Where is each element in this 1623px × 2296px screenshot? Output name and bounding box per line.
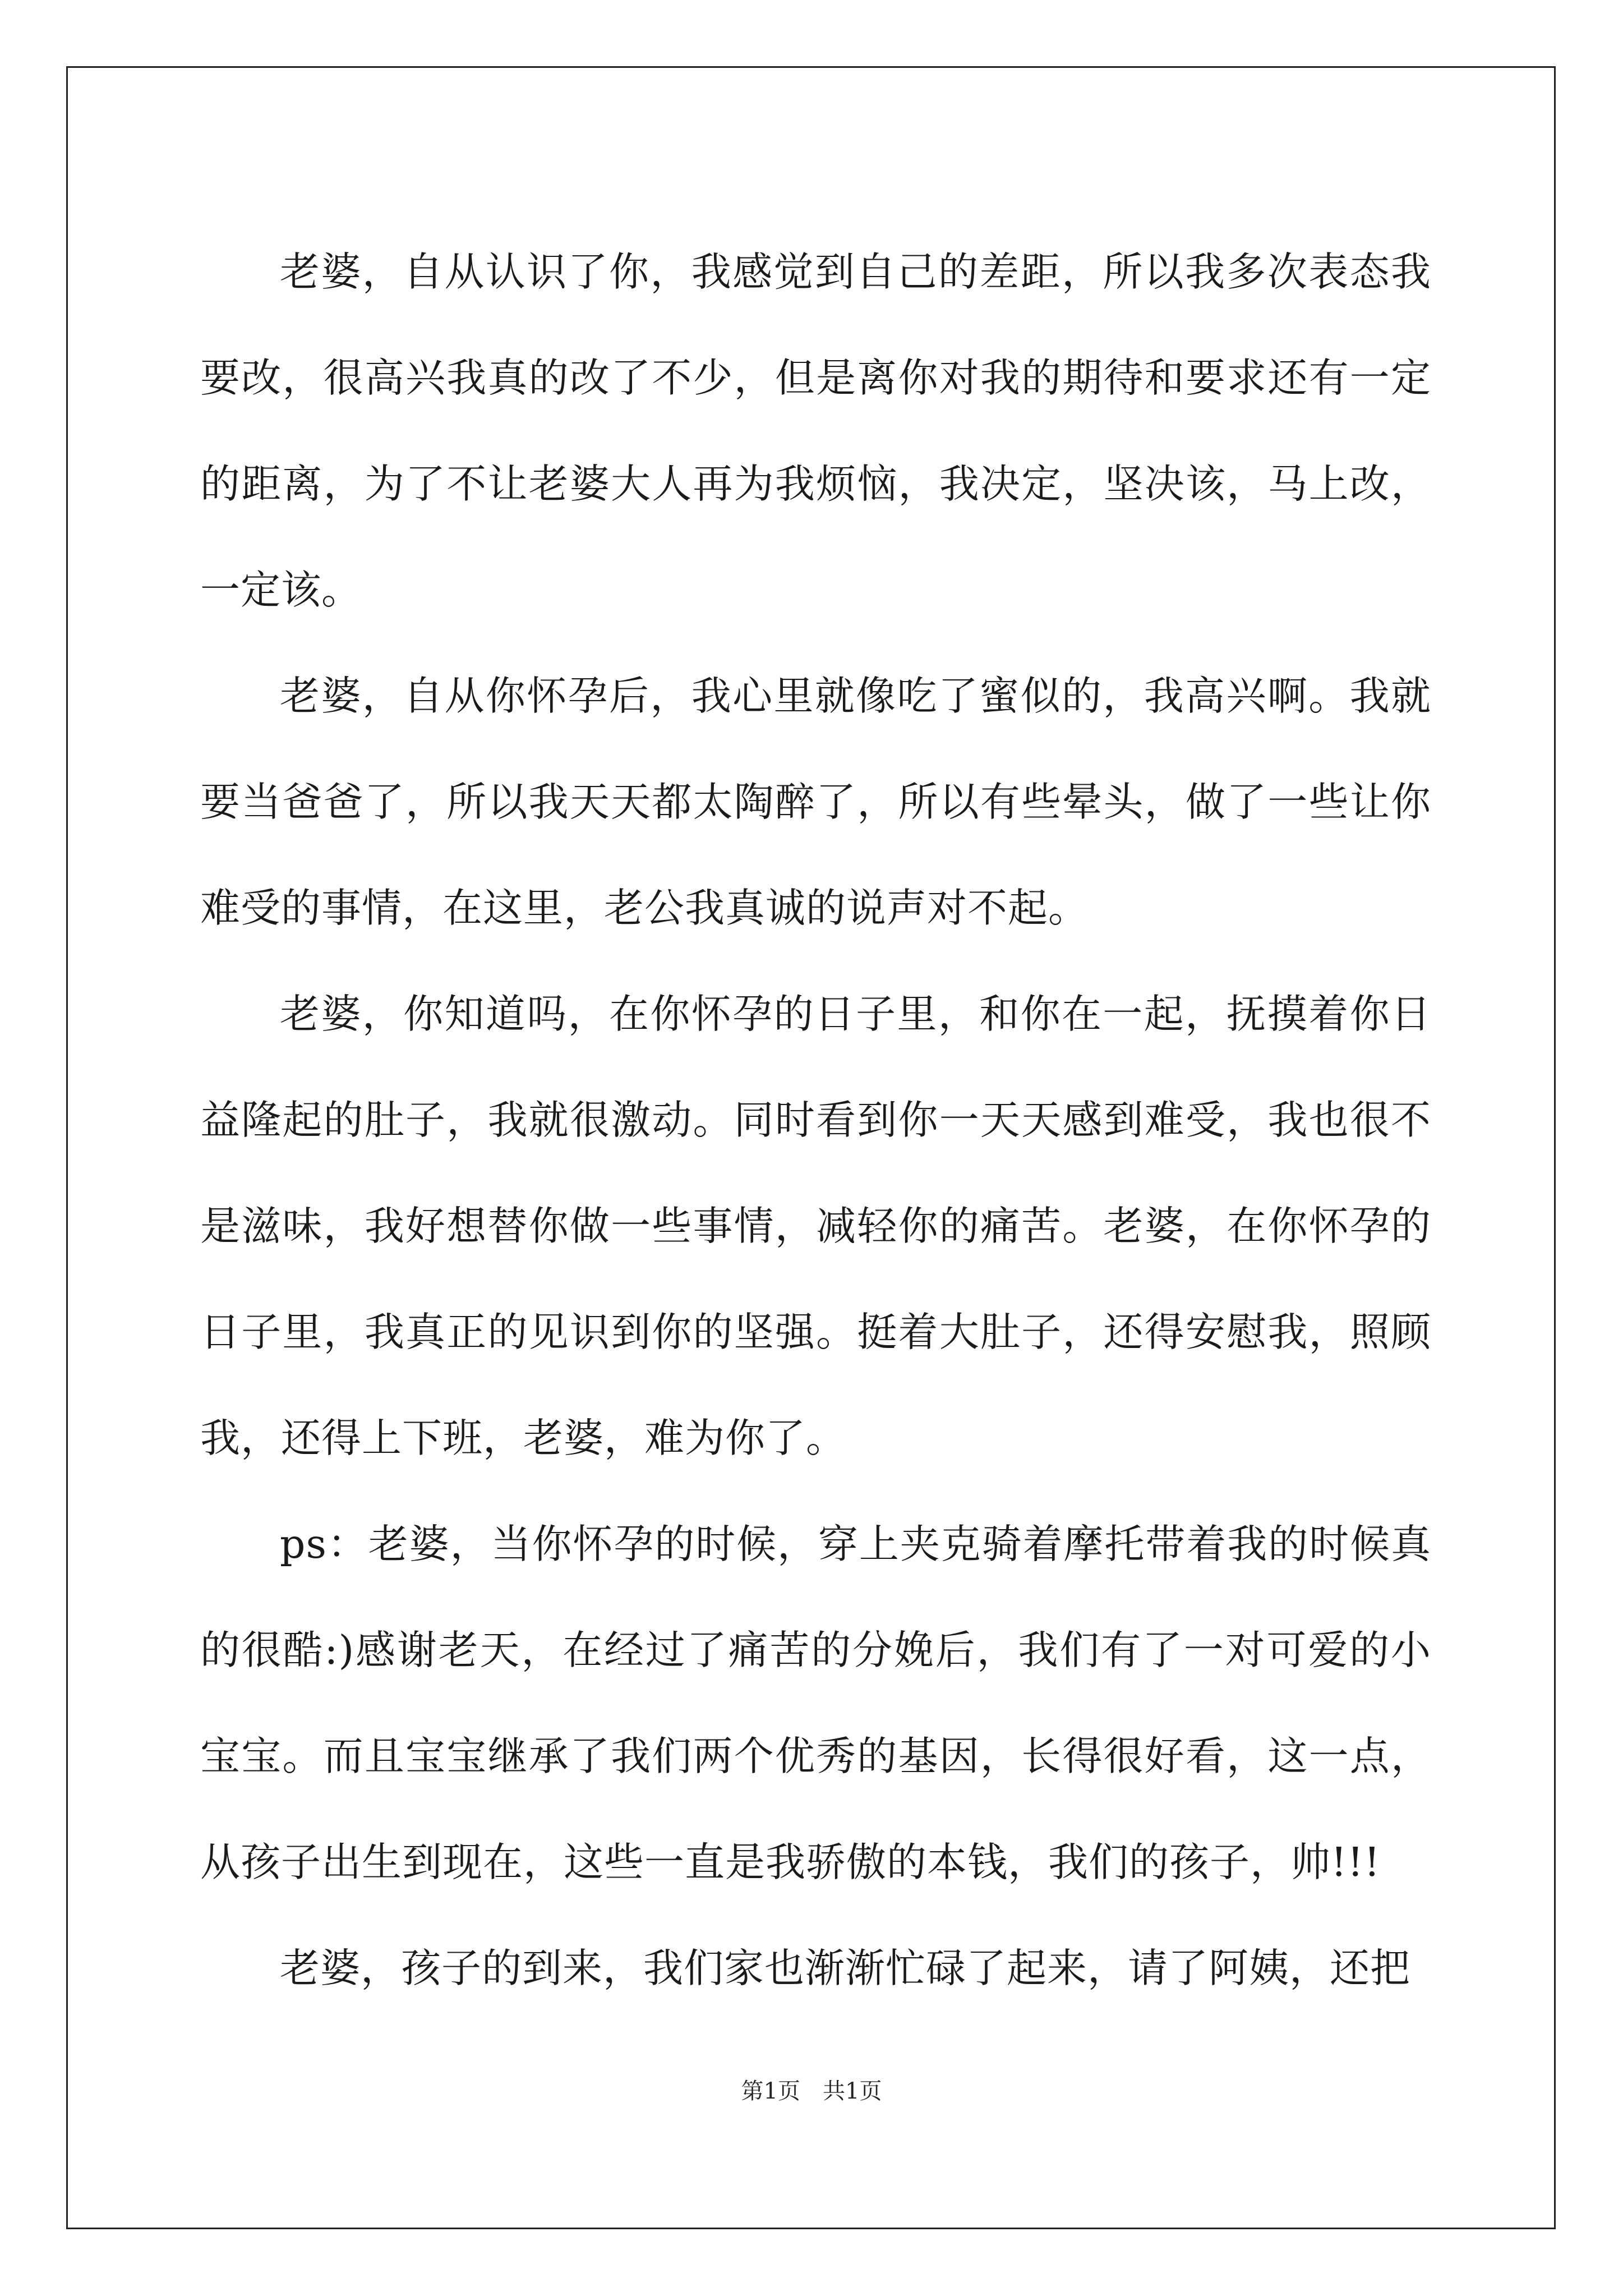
paragraph-1: 老婆，自从认识了你，我感觉到自己的差距，所以我多次表态我要改，很高兴我真的改了不少，但是离你对我的期待和要求还有一定的距离，为了不让老婆大人再为我烦恼，我决定，坚决该，马上改，一定该。	[200, 249, 1431, 613]
document-body	[200, 219, 1431, 2021]
paragraph-2: 老婆，自从你怀孕后，我心里就像吃了蜜似的，我高兴啊。我就要当爸爸了，所以我天天都太陶醉了，所以有些晕头，做了一些让你难受的事情，在这里，老公我真诚的说声对不起。	[200, 673, 1431, 931]
paragraph-5: 老婆，孩子的到来，我们家也渐渐忙碌了起来，请了阿姨，还把	[280, 1945, 1411, 1991]
paragraph-3: 老婆，你知道吗，在你怀孕的日子里，和你在一起，抚摸着你日益隆起的肚子，我就很激动。同时看到你一天天感到难受，我也很不是滋味，我好想替你做一些事情，减轻你的痛苦。老婆，在你怀孕的日子里，我真正的见识到你的坚强。挺着大肚子，还得安慰我，照顾我，还得上下班，老婆，难为你了。	[200, 991, 1431, 1461]
page-number-footer: 第1页 共1页	[741, 2078, 882, 2104]
paragraph-4: ps：老婆，当你怀孕的时候，穿上夹克骑着摩托带着我的时候真的很酷:)感谢老天，在经过了痛苦的分娩后，我们有了一对可爱的小宝宝。而且宝宝继承了我们两个优秀的基因，长得很好看，这一点，从孩子出生到现在，这些一直是我骄傲的本钱，我们的孩子，帅!!!	[200, 1521, 1431, 1885]
